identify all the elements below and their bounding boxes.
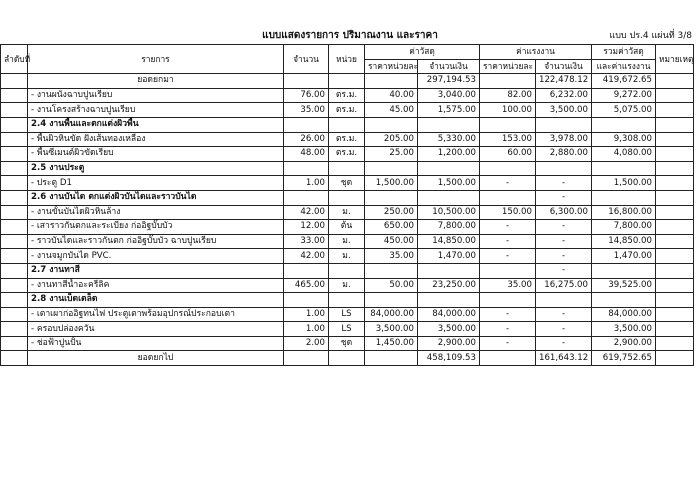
cell-no — [1, 161, 28, 176]
cell-labor-unit-price: - — [480, 307, 536, 322]
cell-material-unit-price — [365, 263, 418, 278]
cell-remark — [656, 117, 694, 132]
cell-material-amount — [418, 117, 480, 132]
cell-material-amount: 1,200.00 — [418, 147, 480, 162]
table-row — [1, 205, 694, 220]
cell-unit — [329, 293, 365, 308]
cell-no — [1, 103, 28, 118]
cell-material-unit-price: 35.00 — [365, 249, 418, 264]
cell-qty: 35.00 — [284, 103, 329, 118]
cell-labor-unit-price — [480, 190, 536, 205]
table-row — [1, 176, 694, 191]
cell-item: - ช่อฟ้าปูนปั้น — [28, 336, 284, 351]
col-labor-header: ค่าแรงงาน — [480, 45, 592, 60]
cell-remark — [656, 322, 694, 337]
cell-material-unit-price: 650.00 — [365, 220, 418, 235]
table-row — [1, 147, 694, 162]
cell-labor-amount — [536, 117, 592, 132]
cell-remark — [656, 161, 694, 176]
cell-material-amount: 1,500.00 — [418, 176, 480, 191]
cell-material-amount — [418, 293, 480, 308]
cell-remark — [656, 88, 694, 103]
cell-item: - ครอบปล่องควัน — [28, 322, 284, 337]
material-amount-header: จำนวนเงิน — [418, 59, 480, 74]
table-row — [1, 307, 694, 322]
cell-labor-amount: - — [536, 263, 592, 278]
cell-material-amount — [418, 161, 480, 176]
cell-unit — [329, 263, 365, 278]
cell-item: - งานทาสีน้ำอะครีลิค — [28, 278, 284, 293]
cell-unit — [329, 74, 365, 89]
cell-qty — [284, 263, 329, 278]
cell-qty: 465.00 — [284, 278, 329, 293]
cell-remark — [656, 263, 694, 278]
cell-labor-amount: 16,275.00 — [536, 278, 592, 293]
cell-material-amount: 5,330.00 — [418, 132, 480, 147]
cell-labor-unit-price: 150.00 — [480, 205, 536, 220]
cell-no — [1, 117, 28, 132]
cell-labor-amount: - — [536, 234, 592, 249]
cell-material-amount — [418, 263, 480, 278]
col-material-header: ค่าวัสดุ — [365, 45, 480, 60]
bill-of-quantities-table — [0, 44, 694, 366]
cell-remark — [656, 205, 694, 220]
cell-material-amount: 84,000.00 — [418, 307, 480, 322]
cell-item: 2.8 งานเบ็ดเตล็ด — [28, 293, 284, 308]
cell-item: - เตาเผาก่ออิฐทนไฟ ประตูเตาพร้อมอุปกรณ์ประกอบเตา — [28, 307, 284, 322]
cell-unit: ม. — [329, 278, 365, 293]
cell-unit — [329, 117, 365, 132]
cell-unit: ตร.ม. — [329, 132, 365, 147]
cell-labor-amount: 122,478.12 — [536, 74, 592, 89]
cell-total: 4,080.00 — [592, 147, 656, 162]
cell-labor-amount — [536, 293, 592, 308]
cell-no — [1, 307, 28, 322]
cell-material-unit-price: 40.00 — [365, 88, 418, 103]
cell-no — [1, 351, 28, 366]
cell-item: ยอดยกไป — [28, 351, 284, 366]
cell-total — [592, 293, 656, 308]
cell-labor-unit-price — [480, 263, 536, 278]
cell-total: 16,800.00 — [592, 205, 656, 220]
cell-labor-unit-price — [480, 293, 536, 308]
cell-item: 2.4 งานพื้นและตกแต่งผิวพื้น — [28, 117, 284, 132]
section-row — [1, 117, 694, 132]
cell-total — [592, 117, 656, 132]
cell-material-unit-price — [365, 190, 418, 205]
cell-material-unit-price — [365, 293, 418, 308]
cell-no — [1, 336, 28, 351]
cell-unit: ต้น — [329, 220, 365, 235]
cell-material-amount: 10,500.00 — [418, 205, 480, 220]
cell-labor-unit-price: - — [480, 322, 536, 337]
cell-total: 9,308.00 — [592, 132, 656, 147]
cell-no — [1, 220, 28, 235]
cell-remark — [656, 278, 694, 293]
cell-item: ยอดยกมา — [28, 74, 284, 89]
cell-item: 2.6 งานบันได ตกแต่งผิวบันไดและราวบันได — [28, 190, 284, 205]
cell-qty: 1.00 — [284, 176, 329, 191]
section-row — [1, 161, 694, 176]
cell-qty: 26.00 — [284, 132, 329, 147]
cell-material-unit-price: 205.00 — [365, 132, 418, 147]
cell-labor-amount: - — [536, 220, 592, 235]
cell-material-unit-price: 3,500.00 — [365, 322, 418, 337]
cell-no — [1, 190, 28, 205]
cell-no — [1, 74, 28, 89]
cell-material-unit-price — [365, 161, 418, 176]
cell-unit: ม. — [329, 205, 365, 220]
cell-remark — [656, 293, 694, 308]
cell-labor-unit-price — [480, 117, 536, 132]
cell-labor-unit-price: 35.00 — [480, 278, 536, 293]
cell-remark — [656, 307, 694, 322]
cell-no — [1, 234, 28, 249]
cell-material-unit-price: 450.00 — [365, 234, 418, 249]
table-row — [1, 132, 694, 147]
cell-remark — [656, 103, 694, 118]
cell-material-unit-price: 84,000.00 — [365, 307, 418, 322]
cell-material-unit-price: 250.00 — [365, 205, 418, 220]
cell-unit: ชุด — [329, 176, 365, 191]
cell-unit — [329, 190, 365, 205]
cell-unit: ชุด — [329, 336, 365, 351]
cell-no — [1, 322, 28, 337]
cell-qty: 1.00 — [284, 307, 329, 322]
cell-labor-amount: - — [536, 336, 592, 351]
cell-total: 3,500.00 — [592, 322, 656, 337]
cell-no — [1, 132, 28, 147]
cell-material-amount: 3,500.00 — [418, 322, 480, 337]
cell-material-unit-price: 1,500.00 — [365, 176, 418, 191]
cell-item: - เสาราวกันตกและระเบียง ก่ออิฐบั๊บบัว — [28, 220, 284, 235]
cell-labor-amount: - — [536, 249, 592, 264]
cell-labor-unit-price — [480, 74, 536, 89]
cell-labor-unit-price: 153.00 — [480, 132, 536, 147]
cell-total — [592, 263, 656, 278]
cell-unit — [329, 351, 365, 366]
cell-total: 7,800.00 — [592, 220, 656, 235]
section-row — [1, 190, 694, 205]
cell-labor-amount: 6,232.00 — [536, 88, 592, 103]
cell-qty: 48.00 — [284, 147, 329, 162]
cell-material-amount: 2,900.00 — [418, 336, 480, 351]
cell-qty — [284, 161, 329, 176]
cell-remark — [656, 190, 694, 205]
labor-unit-price-header: ราคาหน่วยละ — [480, 59, 536, 74]
cell-material-amount: 7,800.00 — [418, 220, 480, 235]
cell-item: - งานโครงสร้างฉาบปูนเรียบ — [28, 103, 284, 118]
cell-no — [1, 249, 28, 264]
cell-qty — [284, 190, 329, 205]
cell-labor-amount: 3,500.00 — [536, 103, 592, 118]
cell-no — [1, 88, 28, 103]
cell-labor-unit-price: - — [480, 234, 536, 249]
cell-remark — [656, 176, 694, 191]
cell-material-unit-price — [365, 351, 418, 366]
cell-labor-unit-price: - — [480, 220, 536, 235]
cell-unit: ตร.ม. — [329, 147, 365, 162]
cell-item: - งานผนังฉาบปูนเรียบ — [28, 88, 284, 103]
cell-qty: 12.00 — [284, 220, 329, 235]
cell-qty: 33.00 — [284, 234, 329, 249]
document-title: แบบแสดงรายการ ปริมาณงาน และราคา — [262, 30, 438, 41]
table-body — [1, 74, 694, 366]
total-row — [1, 74, 694, 89]
total-sub-header: และค่าแรงงาน — [592, 59, 656, 74]
table-row — [1, 234, 694, 249]
cell-total: 1,470.00 — [592, 249, 656, 264]
cell-unit: ม. — [329, 249, 365, 264]
cell-total: 39,525.00 — [592, 278, 656, 293]
cell-qty — [284, 293, 329, 308]
cell-unit — [329, 161, 365, 176]
table-row — [1, 88, 694, 103]
cell-qty: 2.00 — [284, 336, 329, 351]
cell-labor-unit-price: 100.00 — [480, 103, 536, 118]
cell-remark — [656, 351, 694, 366]
cell-total: 2,900.00 — [592, 336, 656, 351]
labor-amount-header: จำนวนเงิน — [536, 59, 592, 74]
cell-material-unit-price — [365, 74, 418, 89]
cell-item: - ราวบันไดและราวกันตก ก่ออิฐบั๊บบัว ฉาบปูนเรียบ — [28, 234, 284, 249]
cell-qty — [284, 74, 329, 89]
cell-labor-amount — [536, 161, 592, 176]
cell-item: - งานขั้นบันไดผิวหินล้าง — [28, 205, 284, 220]
cell-material-amount: 297,194.53 — [418, 74, 480, 89]
cell-labor-amount: - — [536, 322, 592, 337]
total-row — [1, 351, 694, 366]
cell-material-unit-price: 25.00 — [365, 147, 418, 162]
table-row — [1, 220, 694, 235]
cell-total: 619,752.65 — [592, 351, 656, 366]
cell-remark — [656, 234, 694, 249]
cell-labor-amount: - — [536, 190, 592, 205]
cell-labor-amount: - — [536, 176, 592, 191]
cell-remark — [656, 249, 694, 264]
cell-no — [1, 205, 28, 220]
cell-material-amount — [418, 190, 480, 205]
cell-material-unit-price: 1,450.00 — [365, 336, 418, 351]
cell-total: 14,850.00 — [592, 234, 656, 249]
cell-no — [1, 278, 28, 293]
cell-total: 9,272.00 — [592, 88, 656, 103]
cell-item: 2.7 งานทาสี — [28, 263, 284, 278]
cell-remark — [656, 132, 694, 147]
cell-material-amount: 23,250.00 — [418, 278, 480, 293]
table-row — [1, 249, 694, 264]
table-row — [1, 336, 694, 351]
cell-remark — [656, 74, 694, 89]
cell-remark — [656, 336, 694, 351]
cell-unit: LS — [329, 307, 365, 322]
cell-total: 5,075.00 — [592, 103, 656, 118]
cell-unit: ตร.ม. — [329, 103, 365, 118]
cell-total: 419,672.65 — [592, 74, 656, 89]
cell-unit: ม. — [329, 234, 365, 249]
cell-labor-unit-price: 82.00 — [480, 88, 536, 103]
cell-qty: 76.00 — [284, 88, 329, 103]
cell-no — [1, 263, 28, 278]
cell-material-amount: 1,575.00 — [418, 103, 480, 118]
cell-labor-amount: - — [536, 307, 592, 322]
col-remark-header: หมายเหตุ — [656, 45, 694, 74]
cell-qty — [284, 351, 329, 366]
cell-material-amount: 14,850.00 — [418, 234, 480, 249]
material-unit-price-header: ราคาหน่วยละ — [365, 59, 418, 74]
cell-item: - งานจมูกบันได PVC. — [28, 249, 284, 264]
cell-labor-amount: 2,880.00 — [536, 147, 592, 162]
cell-labor-unit-price — [480, 161, 536, 176]
form-code: แบบ ปร.4 แผ่นที่ 3/8 — [609, 31, 692, 41]
cell-qty: 1.00 — [284, 322, 329, 337]
cell-labor-unit-price: - — [480, 176, 536, 191]
cell-material-unit-price: 50.00 — [365, 278, 418, 293]
cell-labor-amount: 6,300.00 — [536, 205, 592, 220]
cell-labor-unit-price: 60.00 — [480, 147, 536, 162]
cell-material-amount: 1,470.00 — [418, 249, 480, 264]
col-no-header: ลำดับที่ — [1, 45, 28, 74]
cell-total: 84,000.00 — [592, 307, 656, 322]
cell-no — [1, 176, 28, 191]
cell-no — [1, 293, 28, 308]
cell-unit: LS — [329, 322, 365, 337]
cell-material-amount: 3,040.00 — [418, 88, 480, 103]
cell-no — [1, 147, 28, 162]
cell-total — [592, 161, 656, 176]
cell-labor-amount: 3,978.00 — [536, 132, 592, 147]
cell-item: - พื้นผิวหินขัด ฝังเส้นทองเหลือง — [28, 132, 284, 147]
cell-labor-amount: 161,643.12 — [536, 351, 592, 366]
cell-item: 2.5 งานประตู — [28, 161, 284, 176]
table-row — [1, 278, 694, 293]
table-row — [1, 103, 694, 118]
cell-labor-unit-price — [480, 351, 536, 366]
col-unit-header: หน่วย — [329, 45, 365, 74]
cell-remark — [656, 220, 694, 235]
table-row — [1, 322, 694, 337]
cell-labor-unit-price: - — [480, 336, 536, 351]
cell-labor-unit-price: - — [480, 249, 536, 264]
cell-material-amount: 458,109.53 — [418, 351, 480, 366]
cell-remark — [656, 147, 694, 162]
section-row — [1, 263, 694, 278]
cell-qty: 42.00 — [284, 205, 329, 220]
col-item-header: รายการ — [28, 45, 284, 74]
section-row — [1, 293, 694, 308]
cell-unit: ตร.ม. — [329, 88, 365, 103]
cell-material-unit-price: 45.00 — [365, 103, 418, 118]
cell-item: - พื้นซีเมนต์ผิวขัดเรียบ — [28, 147, 284, 162]
cell-item: - ประตู D1 — [28, 176, 284, 191]
cell-material-unit-price — [365, 117, 418, 132]
cell-total — [592, 190, 656, 205]
col-total-header: รวมค่าวัสดุ — [592, 45, 656, 60]
cell-qty — [284, 117, 329, 132]
col-qty-header: จำนวน — [284, 45, 329, 74]
cell-qty: 42.00 — [284, 249, 329, 264]
cell-total: 1,500.00 — [592, 176, 656, 191]
